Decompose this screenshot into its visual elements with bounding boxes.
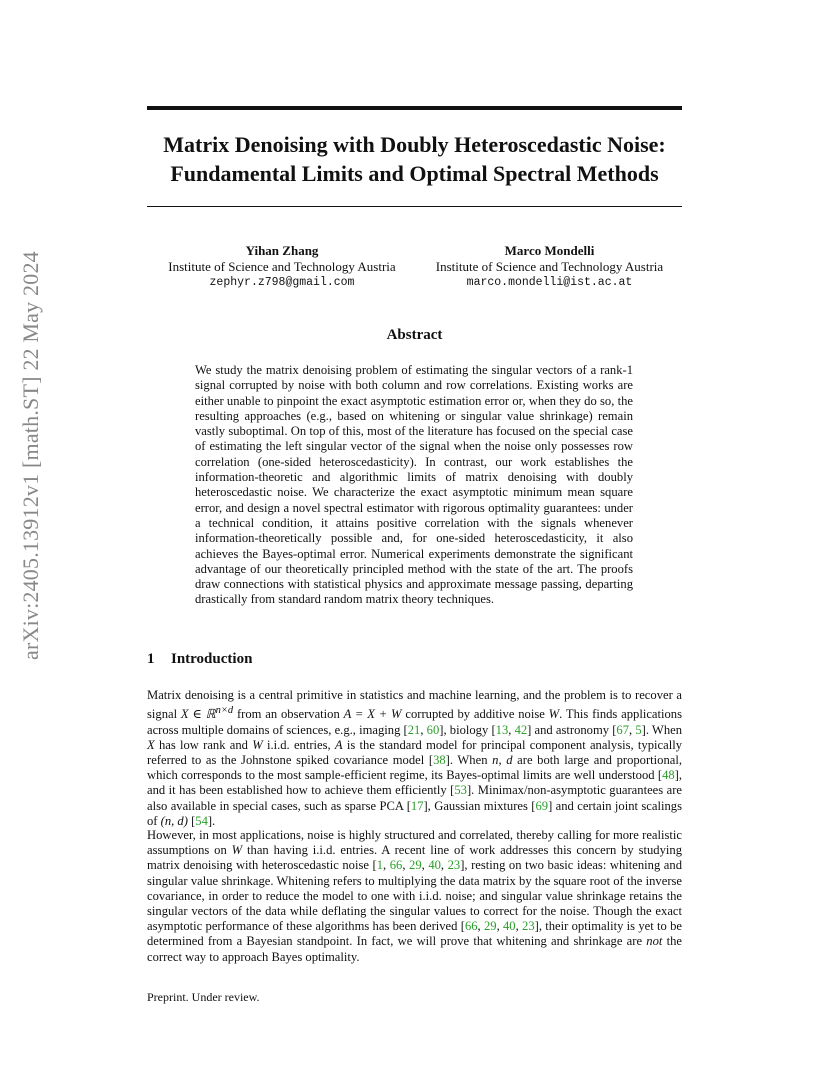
title-line-2: Fundamental Limits and Optimal Spectral Methods (170, 161, 659, 186)
author-block (147, 243, 682, 303)
abstract-heading: Abstract (386, 327, 443, 343)
footer-note: Preprint. Under review. (147, 990, 260, 1004)
math-inline: W (252, 737, 263, 752)
math-inline: X ∈ ℝ (180, 707, 216, 722)
citation-link[interactable]: 38 (433, 753, 446, 767)
author-affiliation: Institute of Science and Technology Austria (435, 259, 664, 274)
citation-link[interactable]: 66 (464, 919, 478, 934)
citation-link[interactable]: 29 (409, 858, 422, 873)
citation-link[interactable]: 29 (483, 919, 497, 934)
math-inline: X (147, 737, 155, 752)
citation-link[interactable]: 48 (662, 768, 675, 783)
math-inline: n, d (492, 753, 513, 767)
author-name: Marco Mondelli (504, 243, 595, 258)
section-number: 1 (147, 651, 155, 667)
author-email[interactable]: zephyr.z798@gmail.com (209, 276, 355, 289)
citation-link[interactable]: 1 (376, 858, 384, 873)
title-bottom-rule (147, 206, 682, 207)
citation-link[interactable]: 67 (616, 722, 630, 737)
citation-link[interactable]: 42 (514, 722, 528, 737)
math-inline: W (231, 843, 243, 858)
title-top-rule (147, 106, 682, 110)
emphasis-text: not (646, 934, 663, 949)
author-email[interactable]: marco.mondelli@ist.ac.at (466, 276, 633, 289)
author-name: Yihan Zhang (245, 243, 319, 258)
arxiv-stamp: arXiv:2405.13912v1 [math.ST] 22 May 2024 (18, 251, 43, 660)
citation-link[interactable]: 40 (428, 858, 441, 873)
section-heading (147, 651, 252, 668)
citation-link[interactable]: 54 (195, 813, 208, 828)
abstract-text: We study the matrix denoising problem of estimating the singular vectors of a rank-1 signal corrupted by noise with both column and row correlations. Existing works are either unable to pinpoint the exact asymptotic estimation error or, when they do so, the resulting approaches (e.g., based on whitening or singular value shrinkage) remain vastly suboptimal. On top of this, most of the literature has focused on the special case of estimating the left singular vector of the signal when the noise only possesses row correlation (one-sided heteroscedasticity). In contrast, our work establishes the information-theoretic and algorithmic limits of matrix denoising with doubly heteroscedastic noise. We characterize the exact asymptotic minimum mean square error, and design a novel spectral estimator with rigorous optimality guarantees: under a technical condition, it attains positive correlation with the signals whenever information-theoretically possible and, for one-sided heteroscedasticity, it also achieves the Bayes-optimal error. Numerical experiments demonstrate the significant advantage of our theoretically principled method with the state of the art. The proofs draw connections with statistical physics and approximate message passing, departing drastically from standard random matrix theory techniques. (195, 363, 633, 607)
citation-link[interactable]: 23 (447, 858, 461, 873)
author-2 (417, 243, 682, 291)
citation-link[interactable]: 40 (503, 919, 516, 934)
section-title: Introduction (171, 651, 253, 667)
math-inline: W (548, 707, 560, 722)
author-affiliation: Institute of Science and Technology Austria (168, 259, 396, 274)
math-inline: A = X + W (343, 707, 402, 722)
math-inline: A (334, 737, 343, 752)
title-line-1: Matrix Denoising with Doubly Heteroscedastic Noise: (163, 132, 666, 157)
math-inline: n×d (215, 705, 234, 717)
citation-link[interactable]: 5 (635, 722, 642, 737)
citation-link[interactable]: 53 (454, 783, 467, 798)
author-1 (147, 243, 417, 291)
citation-link[interactable]: 60 (426, 722, 440, 737)
citation-link[interactable]: 13 (495, 722, 509, 737)
paper-title (147, 130, 682, 188)
citation-link[interactable]: 69 (535, 798, 549, 813)
citation-link[interactable]: 17 (410, 798, 424, 813)
citation-link[interactable]: 23 (522, 919, 535, 934)
citation-link[interactable]: 21 (407, 722, 421, 737)
citation-link[interactable]: 66 (389, 858, 403, 873)
math-inline: (n, d) (160, 813, 188, 828)
intro-paragraph-1: Matrix denoising is a central primitive in statistics and machine learning, and the problem is to recover a signal X ∈ ℝ$^{n\times d}$ from an observation A = X + W corrupted by additive noise W. This finds applications across multiple domains of sciences, e.g., imaging [21, 60], biology [13, 42] and astronomy [67, 5]. When X has low rank and W i.i.d. entries, A is the standard model for principal component analysis, typically referred to as the Johnstone spiked covariance model [38]. When n, d are both large and proportional, which corresponds to the most sample-efficient regime, its Bayes-optimal limits are well understood [48], and it has been established how to achieve them efficiently [53]. Minimax/non-asymptotic guarantees are also available in special cases, such as sparse PCA [17], Gaussian mixtures [69] and certain joint scalings of (n, d) [54]. (147, 688, 683, 828)
intro-paragraph-2: However, in most applications, noise is highly structured and correlated, thereby calling for more realistic assumptions on W than having i.i.d. entries. A recent line of work addresses this concern by studying matrix denoising with heteroscedastic noise [1, 66, 29, 40, 23], resting on two basic ideas: whitening and singular value shrinkage. Whitening refers to multiplying the data matrix by the square root of the inverse covariance, in order to reduce the model to one with i.i.d. noise; and singular value shrinkage retains the singular vectors of the data while deflating the singular values to correct for the noise. Though the exact asymptotic performance of these algorithms has been derived [66, 29, 40, 23], their optimality is yet to be determined from a Bayesian standpoint. In fact, we will prove that whitening and shrinkage are not the correct way to approach Bayes optimality. (147, 828, 682, 964)
